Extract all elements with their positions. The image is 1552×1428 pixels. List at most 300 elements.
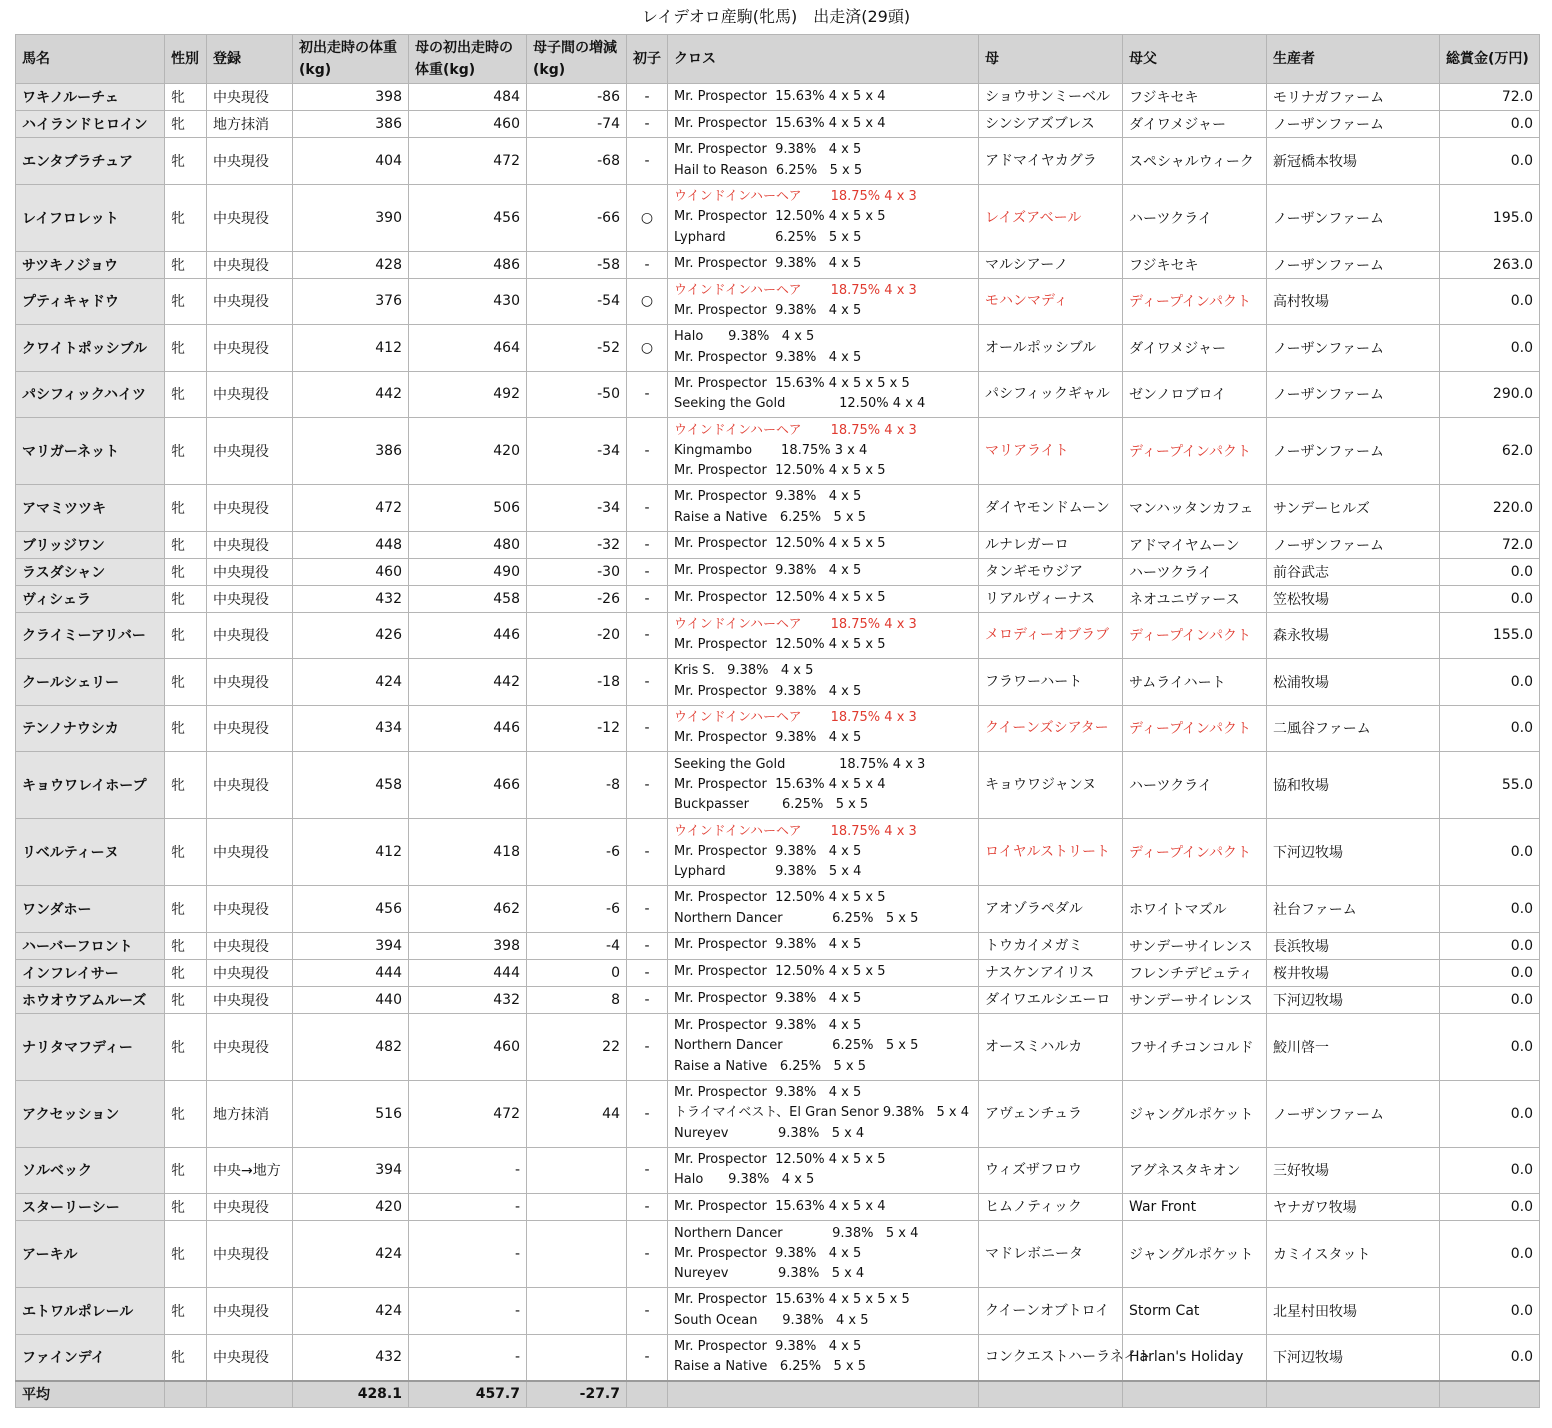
table-row [16, 1194, 1540, 1221]
broodmare-sire: サムライハート [1123, 659, 1267, 706]
registration: 中央現役 [207, 705, 293, 752]
mother-name: ウィズザフロウ [979, 1147, 1123, 1194]
first-run-weight: 442 [293, 371, 409, 418]
mother-weight: 464 [409, 325, 527, 372]
broodmare-sire: Storm Cat [1123, 1288, 1267, 1335]
mother-name: ナスケンアイリス [979, 959, 1123, 986]
first-run-weight: 444 [293, 959, 409, 986]
mother-name: トウカイメガミ [979, 932, 1123, 959]
broodmare-sire: ディープインパクト [1123, 819, 1267, 886]
cross-line: Northern Dancer 6.25% 5 x 5 [674, 910, 919, 926]
table-row [16, 558, 1540, 585]
first-foal-mark: - [627, 531, 668, 558]
first-foal-mark: - [627, 558, 668, 585]
weight-diff: -52 [527, 325, 627, 372]
inbreeding-cross [668, 111, 979, 138]
first-run-weight: 386 [293, 111, 409, 138]
first-run-weight: 448 [293, 531, 409, 558]
total-prize: 0.0 [1440, 325, 1540, 372]
first-foal-mark: - [627, 959, 668, 986]
registration: 中央現役 [207, 531, 293, 558]
first-foal-mark: - [627, 932, 668, 959]
mother-weight: 484 [409, 84, 527, 111]
horse-name: ワキノルーチェ [16, 84, 165, 111]
mother-name: マルシアーノ [979, 251, 1123, 278]
cross-line: ウインドインハーヘア 18.75% 4 x 3 [674, 282, 917, 298]
mother-name: フラワーハート [979, 659, 1123, 706]
inbreeding-cross [668, 138, 979, 185]
mother-name: リアルヴィーナス [979, 585, 1123, 612]
registration: 中央現役 [207, 1334, 293, 1381]
breeder: ノーザンファーム [1267, 325, 1440, 372]
breeder: サンデーヒルズ [1267, 485, 1440, 532]
mother-name: シンシアズブレス [979, 111, 1123, 138]
first-run-weight: 432 [293, 585, 409, 612]
cross-line: Nureyev 9.38% 5 x 4 [674, 1125, 865, 1141]
mother-weight: 472 [409, 1080, 527, 1147]
cross-line: Mr. Prospector 9.38% 4 x 5 [674, 256, 862, 272]
first-run-weight: 394 [293, 1147, 409, 1194]
horse-name: クワイトポッシブル [16, 325, 165, 372]
cross-line: Mr. Prospector 9.38% 4 x 5 [674, 937, 862, 953]
registration: 中央現役 [207, 418, 293, 485]
mother-name: ダイワエルシエーロ [979, 986, 1123, 1013]
cross-line: Mr. Prospector 12.50% 4 x 5 x 5 [674, 209, 886, 225]
first-foal-mark: - [627, 1221, 668, 1288]
table-row [16, 418, 1540, 485]
inbreeding-cross [668, 1288, 979, 1335]
table-header-row [16, 35, 1540, 84]
horse-name: マリガーネット [16, 418, 165, 485]
horse-name: アマミツツキ [16, 485, 165, 532]
mother-name: アドマイヤカグラ [979, 138, 1123, 185]
broodmare-sire: ハーツクライ [1123, 184, 1267, 251]
horse-name: ハーバーフロント [16, 932, 165, 959]
inbreeding-cross [668, 1013, 979, 1080]
registration: 中央現役 [207, 184, 293, 251]
foals-table [15, 34, 1540, 1408]
mother-weight: 420 [409, 418, 527, 485]
total-prize: 0.0 [1440, 278, 1540, 325]
first-run-weight: 412 [293, 819, 409, 886]
broodmare-sire: ホワイトマズル [1123, 886, 1267, 933]
table-row [16, 325, 1540, 372]
breeder: 鮫川啓一 [1267, 1013, 1440, 1080]
sex: 牝 [165, 1080, 207, 1147]
weight-diff [527, 1147, 627, 1194]
inbreeding-cross [668, 752, 979, 819]
first-run-weight: 426 [293, 612, 409, 659]
first-foal-mark: - [627, 1147, 668, 1194]
cross-line: ウインドインハーヘア 18.75% 4 x 3 [674, 823, 917, 839]
inbreeding-cross [668, 659, 979, 706]
average-empty [668, 1381, 979, 1408]
weight-diff: -50 [527, 371, 627, 418]
mother-name: オースミハルカ [979, 1013, 1123, 1080]
sex: 牝 [165, 84, 207, 111]
registration: 中央現役 [207, 251, 293, 278]
total-prize: 0.0 [1440, 1013, 1540, 1080]
table-row [16, 932, 1540, 959]
first-foal-mark: - [627, 1013, 668, 1080]
horse-name: ヴィシェラ [16, 585, 165, 612]
mother-name: コンクエストハーラネイト [979, 1334, 1123, 1381]
registration: 中央現役 [207, 371, 293, 418]
total-prize: 0.0 [1440, 1288, 1540, 1335]
cross-line: Mr. Prospector 15.63% 4 x 5 x 5 x 5 [674, 1292, 910, 1308]
registration: 地方抹消 [207, 1080, 293, 1147]
total-prize: 0.0 [1440, 819, 1540, 886]
cross-line: Halo 9.38% 4 x 5 [674, 329, 815, 345]
broodmare-sire: サンデーサイレンス [1123, 986, 1267, 1013]
average-empty [979, 1381, 1123, 1408]
mother-name: ルナレガーロ [979, 531, 1123, 558]
registration: 中央現役 [207, 84, 293, 111]
breeder: 協和牧場 [1267, 752, 1440, 819]
inbreeding-cross [668, 531, 979, 558]
weight-diff: -6 [527, 886, 627, 933]
table-row [16, 612, 1540, 659]
first-run-weight: 432 [293, 1334, 409, 1381]
breeder: ノーザンファーム [1267, 111, 1440, 138]
registration: 中央現役 [207, 1194, 293, 1221]
inbreeding-cross [668, 1080, 979, 1147]
first-run-weight: 424 [293, 1288, 409, 1335]
cross-line: Raise a Native 6.25% 5 x 5 [674, 1359, 867, 1374]
breeder: モリナガファーム [1267, 84, 1440, 111]
horse-name: ワンダホー [16, 886, 165, 933]
table-row [16, 278, 1540, 325]
cross-line: Mr. Prospector 15.63% 4 x 5 x 5 x 5 [674, 375, 910, 391]
cross-line: Mr. Prospector 12.50% 4 x 5 x 5 [674, 536, 886, 552]
mother-name: ショウサンミーベル [979, 84, 1123, 111]
breeder: ノーザンファーム [1267, 1080, 1440, 1147]
col-header-weight-diff: 母子間の増減(kg) [527, 35, 627, 84]
first-foal-mark: - [627, 659, 668, 706]
cross-line: Mr. Prospector 12.50% 4 x 5 x 5 [674, 463, 886, 479]
weight-diff: 44 [527, 1080, 627, 1147]
horse-name: アーキル [16, 1221, 165, 1288]
first-run-weight: 424 [293, 659, 409, 706]
inbreeding-cross [668, 1194, 979, 1221]
sex: 牝 [165, 585, 207, 612]
breeder: 森永牧場 [1267, 612, 1440, 659]
table-row [16, 111, 1540, 138]
breeder: 三好牧場 [1267, 1147, 1440, 1194]
total-prize: 0.0 [1440, 986, 1540, 1013]
mother-weight: - [409, 1194, 527, 1221]
first-run-weight: 456 [293, 886, 409, 933]
average-mother-weight: 457.7 [409, 1381, 527, 1408]
table-row [16, 1334, 1540, 1381]
inbreeding-cross [668, 84, 979, 111]
table-row [16, 886, 1540, 933]
total-prize: 72.0 [1440, 531, 1540, 558]
sex: 牝 [165, 705, 207, 752]
sex: 牝 [165, 278, 207, 325]
table-row [16, 1288, 1540, 1335]
horse-name: ソルベック [16, 1147, 165, 1194]
horse-name: ラスダシャン [16, 558, 165, 585]
horse-name: ホウオウアムルーズ [16, 986, 165, 1013]
first-foal-mark: - [627, 138, 668, 185]
inbreeding-cross [668, 418, 979, 485]
registration: 中央現役 [207, 886, 293, 933]
average-empty [1267, 1381, 1440, 1408]
first-foal-mark: - [627, 752, 668, 819]
registration: 中央現役 [207, 819, 293, 886]
first-foal-mark: - [627, 418, 668, 485]
average-label: 平均 [16, 1381, 165, 1408]
broodmare-sire: サンデーサイレンス [1123, 932, 1267, 959]
sex: 牝 [165, 138, 207, 185]
first-foal-mark: - [627, 986, 668, 1013]
mother-weight: 490 [409, 558, 527, 585]
cross-line: Halo 9.38% 4 x 5 [674, 1172, 815, 1188]
cross-line: Raise a Native 6.25% 5 x 5 [674, 1058, 867, 1074]
weight-diff: 22 [527, 1013, 627, 1080]
breeder: 下河辺牧場 [1267, 1334, 1440, 1381]
broodmare-sire: フジキセキ [1123, 84, 1267, 111]
mother-name: モハンマディ [979, 278, 1123, 325]
cross-line: Mr. Prospector 9.38% 4 x 5 [674, 1085, 862, 1101]
total-prize: 0.0 [1440, 1080, 1540, 1147]
cross-line: ウインドインハーヘア 18.75% 4 x 3 [674, 422, 917, 438]
weight-diff: -74 [527, 111, 627, 138]
inbreeding-cross [668, 959, 979, 986]
horse-name: キョウワレイホープ [16, 752, 165, 819]
broodmare-sire: ジャングルポケット [1123, 1221, 1267, 1288]
col-header-cross: クロス [668, 35, 979, 84]
mother-weight: - [409, 1147, 527, 1194]
registration: 中央現役 [207, 986, 293, 1013]
horse-name: テンノナウシカ [16, 705, 165, 752]
inbreeding-cross [668, 886, 979, 933]
horse-name: ナリタマフディー [16, 1013, 165, 1080]
total-prize: 290.0 [1440, 371, 1540, 418]
total-prize: 0.0 [1440, 705, 1540, 752]
horse-name: ファインデイ [16, 1334, 165, 1381]
weight-diff: -58 [527, 251, 627, 278]
cross-line: Mr. Prospector 12.50% 4 x 5 x 5 [674, 590, 886, 606]
broodmare-sire: Harlan's Holiday [1123, 1334, 1267, 1381]
first-run-weight: 386 [293, 418, 409, 485]
total-prize: 0.0 [1440, 558, 1540, 585]
cross-line: Mr. Prospector 9.38% 4 x 5 [674, 1018, 862, 1034]
mother-name: タンギモウジア [979, 558, 1123, 585]
broodmare-sire: ディープインパクト [1123, 278, 1267, 325]
cross-line: Kris S. 9.38% 4 x 5 [674, 663, 814, 679]
horse-name: スターリーシー [16, 1194, 165, 1221]
col-header-breeder: 生産者 [1267, 35, 1440, 84]
table-row [16, 485, 1540, 532]
first-foal-mark: - [627, 1288, 668, 1335]
table-row [16, 752, 1540, 819]
cross-line: Mr. Prospector 9.38% 4 x 5 [674, 142, 862, 158]
registration: 中央現役 [207, 325, 293, 372]
inbreeding-cross [668, 932, 979, 959]
inbreeding-cross [668, 612, 979, 659]
sex: 牝 [165, 184, 207, 251]
mother-weight: - [409, 1221, 527, 1288]
weight-diff [527, 1221, 627, 1288]
weight-diff: 8 [527, 986, 627, 1013]
sex: 牝 [165, 819, 207, 886]
cross-line: Mr. Prospector 15.63% 4 x 5 x 4 [674, 1198, 886, 1214]
breeder: 二風谷ファーム [1267, 705, 1440, 752]
horse-name: ブリッジワン [16, 531, 165, 558]
horse-name: クールシェリー [16, 659, 165, 706]
inbreeding-cross [668, 585, 979, 612]
weight-diff [527, 1194, 627, 1221]
first-run-weight: 472 [293, 485, 409, 532]
horse-name: エンタブラチュア [16, 138, 165, 185]
mother-name: マリアライト [979, 418, 1123, 485]
breeder: 松浦牧場 [1267, 659, 1440, 706]
registration: 中央現役 [207, 752, 293, 819]
weight-diff [527, 1288, 627, 1335]
total-prize: 220.0 [1440, 485, 1540, 532]
registration: 中央現役 [207, 1221, 293, 1288]
average-empty [1123, 1381, 1267, 1408]
weight-diff: -20 [527, 612, 627, 659]
registration: 中央現役 [207, 1013, 293, 1080]
table-body [16, 84, 1540, 1408]
inbreeding-cross [668, 325, 979, 372]
table-row [16, 585, 1540, 612]
horse-name: アクセッション [16, 1080, 165, 1147]
horse-name: プティキャドウ [16, 278, 165, 325]
breeder: カミイスタット [1267, 1221, 1440, 1288]
inbreeding-cross [668, 1221, 979, 1288]
cross-line: Buckpasser 6.25% 5 x 5 [674, 797, 869, 813]
weight-diff: -26 [527, 585, 627, 612]
broodmare-sire: ジャングルポケット [1123, 1080, 1267, 1147]
cross-line: Mr. Prospector 15.63% 4 x 5 x 4 [674, 88, 886, 104]
broodmare-sire: ダイワメジャー [1123, 325, 1267, 372]
mother-weight: 506 [409, 485, 527, 532]
cross-line: Mr. Prospector 9.38% 4 x 5 [674, 683, 862, 699]
first-foal-mark: ○ [627, 278, 668, 325]
breeder: 長浜牧場 [1267, 932, 1440, 959]
breeder: ノーザンファーム [1267, 371, 1440, 418]
registration: 中央現役 [207, 585, 293, 612]
broodmare-sire: ハーツクライ [1123, 752, 1267, 819]
mother-weight: 432 [409, 986, 527, 1013]
average-empty [627, 1381, 668, 1408]
inbreeding-cross [668, 705, 979, 752]
sex: 牝 [165, 1288, 207, 1335]
sex: 牝 [165, 325, 207, 372]
sex: 牝 [165, 1013, 207, 1080]
mother-weight: 486 [409, 251, 527, 278]
breeder: 桜井牧場 [1267, 959, 1440, 986]
first-foal-mark: - [627, 1080, 668, 1147]
cross-line: Kingmambo 18.75% 3 x 4 [674, 442, 868, 458]
table-row [16, 138, 1540, 185]
mother-weight: 442 [409, 659, 527, 706]
total-prize: 0.0 [1440, 1334, 1540, 1381]
sex: 牝 [165, 959, 207, 986]
breeder: ノーザンファーム [1267, 251, 1440, 278]
cross-line: Hail to Reason 6.25% 5 x 5 [674, 162, 863, 178]
breeder: 前谷武志 [1267, 558, 1440, 585]
col-header-prize: 総賞金(万円) [1440, 35, 1540, 84]
weight-diff: -18 [527, 659, 627, 706]
cross-line: Raise a Native 6.25% 5 x 5 [674, 509, 867, 525]
mother-weight: 480 [409, 531, 527, 558]
inbreeding-cross [668, 371, 979, 418]
mother-weight: 472 [409, 138, 527, 185]
broodmare-sire: フレンチデピュティ [1123, 959, 1267, 986]
horse-name: リベルティーヌ [16, 819, 165, 886]
col-header-sex: 性別 [165, 35, 207, 84]
mother-weight: - [409, 1334, 527, 1381]
first-run-weight: 516 [293, 1080, 409, 1147]
total-prize: 155.0 [1440, 612, 1540, 659]
weight-diff: -66 [527, 184, 627, 251]
cross-line: Northern Dancer 9.38% 5 x 4 [674, 1225, 919, 1241]
table-row [16, 986, 1540, 1013]
average-empty [165, 1381, 207, 1408]
table-row [16, 371, 1540, 418]
total-prize: 0.0 [1440, 1194, 1540, 1221]
registration: 中央現役 [207, 558, 293, 585]
cross-line: ウインドインハーヘア 18.75% 4 x 3 [674, 709, 917, 725]
cross-line: ウインドインハーヘア 18.75% 4 x 3 [674, 189, 917, 205]
sex: 牝 [165, 986, 207, 1013]
table-row [16, 531, 1540, 558]
mother-name: ロイヤルストリート [979, 819, 1123, 886]
cross-line: Lyphard 6.25% 5 x 5 [674, 229, 862, 245]
first-foal-mark: - [627, 612, 668, 659]
breeder: 北星村田牧場 [1267, 1288, 1440, 1335]
cross-line: Mr. Prospector 9.38% 4 x 5 [674, 991, 862, 1007]
col-header-name: 馬名 [16, 35, 165, 84]
cross-line: Mr. Prospector 9.38% 4 x 5 [674, 349, 862, 365]
total-prize: 0.0 [1440, 959, 1540, 986]
cross-line: South Ocean 9.38% 4 x 5 [674, 1312, 869, 1328]
broodmare-sire: アドマイヤムーン [1123, 531, 1267, 558]
weight-diff: -8 [527, 752, 627, 819]
broodmare-sire: マンハッタンカフェ [1123, 485, 1267, 532]
breeder: 新冠橋本牧場 [1267, 138, 1440, 185]
col-header-mother-weight: 母の初出走時の体重(kg) [409, 35, 527, 84]
weight-diff: -12 [527, 705, 627, 752]
mother-weight: 492 [409, 371, 527, 418]
sex: 牝 [165, 1334, 207, 1381]
registration: 中央現役 [207, 1288, 293, 1335]
table-row [16, 819, 1540, 886]
breeder: ノーザンファーム [1267, 418, 1440, 485]
sex: 牝 [165, 485, 207, 532]
weight-diff: -34 [527, 418, 627, 485]
first-foal-mark: - [627, 819, 668, 886]
registration: 中央現役 [207, 959, 293, 986]
broodmare-sire: ダイワメジャー [1123, 111, 1267, 138]
inbreeding-cross [668, 819, 979, 886]
sex: 牝 [165, 932, 207, 959]
col-header-mother: 母 [979, 35, 1123, 84]
cross-line: Mr. Prospector 12.50% 4 x 5 x 5 [674, 964, 886, 980]
sex: 牝 [165, 558, 207, 585]
weight-diff: -30 [527, 558, 627, 585]
sex: 牝 [165, 371, 207, 418]
first-foal-mark: - [627, 1194, 668, 1221]
cross-line: Mr. Prospector 9.38% 4 x 5 [674, 843, 862, 859]
first-foal-mark: - [627, 886, 668, 933]
breeder: 高村牧場 [1267, 278, 1440, 325]
